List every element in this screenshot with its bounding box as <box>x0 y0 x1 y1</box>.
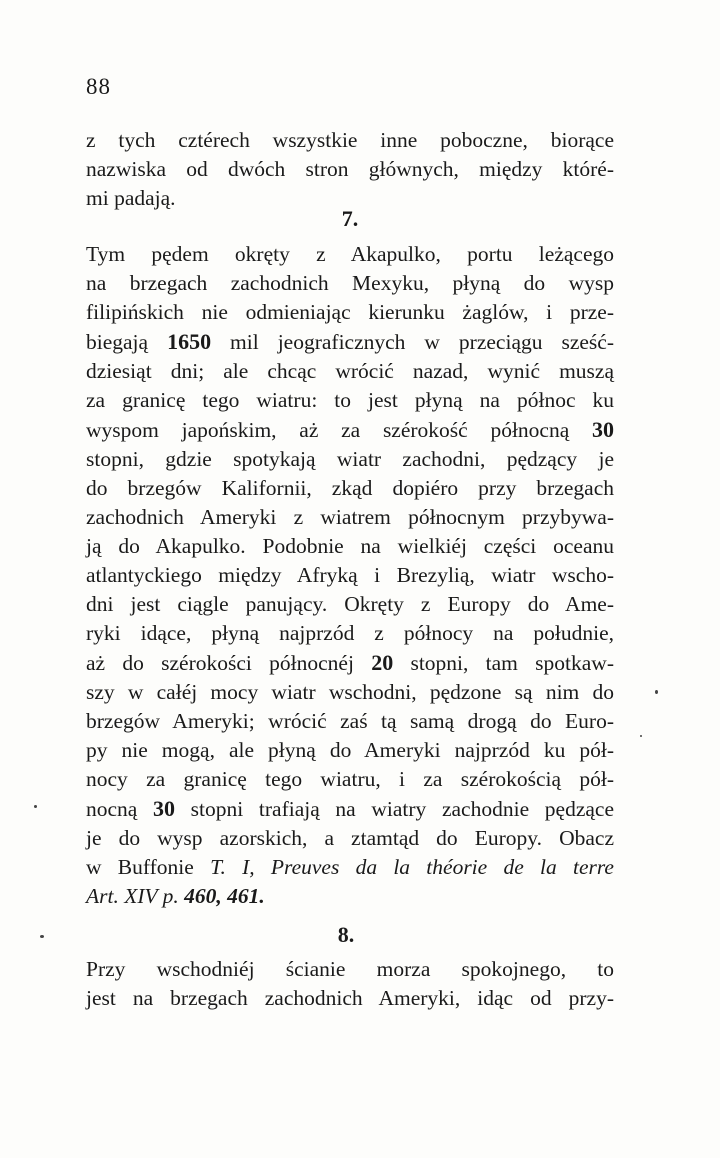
text-line <box>86 474 614 503</box>
text-segment: Tym pędem okręty z Akapulko, portu leżącego <box>86 242 614 266</box>
text-line <box>86 269 614 298</box>
text-segment: na brzegach zachodnich Mexyku, płyną do wysp <box>86 271 614 295</box>
text-line <box>86 765 614 794</box>
text-line <box>86 882 614 911</box>
paper-speck <box>640 735 642 737</box>
page-number: 88 <box>86 74 111 99</box>
text-segment: szy w całéj mocy wiatr wschodni, pędzone są nim do <box>86 680 614 704</box>
text-line <box>86 561 614 590</box>
text-segment: ryki idące, płyną najprzód z północy na południe, <box>86 621 614 645</box>
text-line <box>86 736 614 765</box>
text-segment: nocy za granicę tego wiatru, i za szérokością pół- <box>86 767 614 791</box>
text-segment: zachodnich Ameryki z wiatrem północnym przybywa- <box>86 505 614 529</box>
emphasized-text: 20 <box>371 650 394 675</box>
text-line <box>86 619 614 648</box>
text-segment: atlantyckiego między Afryką i Brezylią, wiatr wscho- <box>86 563 614 587</box>
text-segment: aż do szérokości północnéj <box>86 651 372 675</box>
text-segment: ją do Akapulko. Podobnie na wielkiéj części oceanu <box>86 534 614 558</box>
text-line <box>86 298 614 327</box>
text-line <box>86 415 614 445</box>
text-segment: stopni trafiają na wiatry zachodnie pędzące <box>175 797 614 821</box>
emphasized-text: 1650 <box>167 329 212 354</box>
paragraph-continuation <box>86 126 614 213</box>
text-line <box>86 590 614 619</box>
text-line <box>86 707 614 736</box>
text-line <box>86 678 614 707</box>
text-segment: py nie mogą, ale płyną do Ameryki najprzód ku pół- <box>86 738 614 762</box>
text-segment: w Buffonie <box>86 855 211 879</box>
text-line <box>86 503 614 532</box>
paper-speck <box>655 690 658 694</box>
text-line <box>86 794 614 824</box>
text-line <box>86 445 614 474</box>
emphasized-text: 460, 461. <box>184 884 265 908</box>
text-line: mi padają. <box>86 186 176 210</box>
section-7-paragraph <box>86 240 614 911</box>
text-line <box>86 648 614 678</box>
text-line: jest na brzegach zachodnich Ameryki, idąc od przy- <box>86 986 614 1010</box>
text-segment: stopni, gdzie spotykają wiatr zachodni, pędzący je <box>86 447 614 471</box>
text-segment: do brzegów Kalifornii, zkąd dopiéro przy brzegach <box>86 476 614 500</box>
emphasized-text: T. I, Preuves da la théorie de la terre <box>210 855 614 879</box>
section-number-7: 7. <box>341 206 359 231</box>
emphasized-text: 30 <box>153 796 175 821</box>
text-line <box>86 532 614 561</box>
text-line <box>86 240 614 269</box>
text-segment: nocną <box>86 797 153 821</box>
text-line: nazwiska od dwóch stron głównych, między któré- <box>86 157 614 181</box>
text-segment: wyspom japońskim, aż za szérokość północną <box>86 418 592 442</box>
emphasized-text: Art. XIV p. <box>86 884 185 908</box>
text-segment: je do wysp azorskich, a ztamtąd do Europy. Obacz <box>86 826 614 850</box>
section-8-paragraph <box>86 955 614 1013</box>
text-line: z tych cztérech wszystkie inne poboczne, biorące <box>86 128 614 152</box>
text-segment: dni jest ciągle panujący. Okręty z Europy do Ame- <box>86 592 614 616</box>
text-segment: mil jeograficznych w przeciągu sześć- <box>211 330 614 354</box>
paper-speck <box>34 805 37 808</box>
emphasized-text: 30 <box>592 417 614 442</box>
text-segment: brzegów Ameryki; wrócić zaś tą samą drogą do Euro- <box>86 709 614 733</box>
text-segment: dziesiąt dni; ale chcąc wrócić nazad, wynić muszą <box>86 359 614 383</box>
text-segment: filipińskich nie odmieniając kierunku żaglów, i prze- <box>86 300 614 324</box>
paper-speck <box>40 935 44 938</box>
text-segment: za granicę tego wiatru: to jest płyną na północ ku <box>86 388 614 412</box>
text-segment: stopni, tam spotkaw- <box>393 651 614 675</box>
text-line <box>86 327 614 357</box>
text-line <box>86 853 614 882</box>
section-number-8: 8. <box>337 922 355 947</box>
text-line <box>86 824 614 853</box>
text-segment: biegają <box>86 330 168 354</box>
text-line <box>86 386 614 415</box>
text-line <box>86 357 614 386</box>
text-line: Przy wschodniéj ścianie morza spokojnego, to <box>86 957 614 981</box>
